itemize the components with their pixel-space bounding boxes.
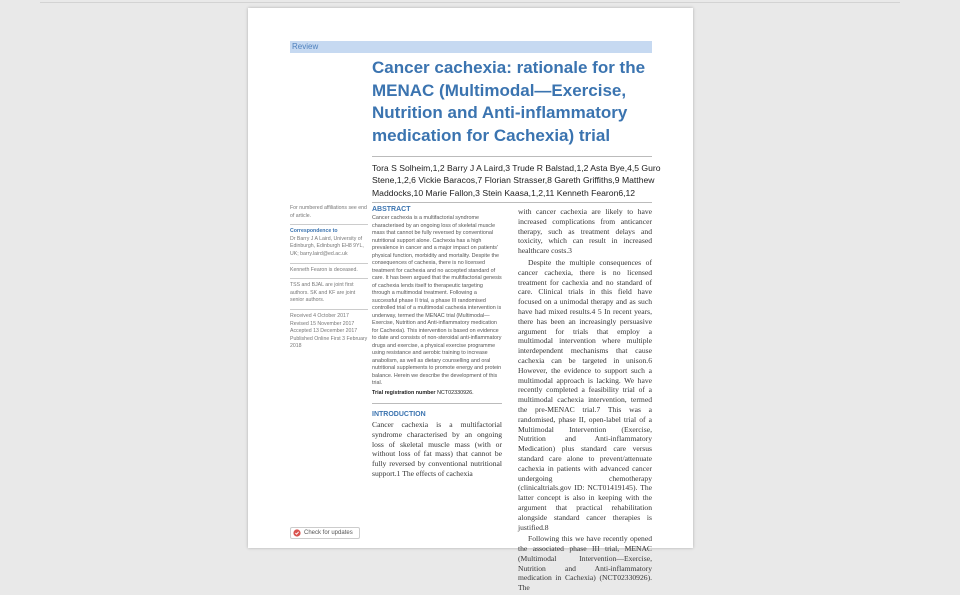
sidebar-divider	[290, 263, 368, 264]
affiliations-note: For numbered affiliations see end of article.	[290, 205, 367, 219]
top-divider	[40, 2, 900, 3]
authors-divider	[372, 202, 652, 203]
abstract-text: Cancer cachexia is a multifactorial syndrome characterised by an ongoing loss of skeletal muscle mass that cannot be fully reversed by conventional nutritional support alone. Cachexia has a high prevalence in cancer and a major impact on patients' physical function, morbidity and mortality. Despite the consequences of cachexia, there is no licensed treatment for cachexia and no accepted standard of care. It has been argued that the multifactorial genesis of cachexia lends itself to therapeutic targeting through a multimodal treatment. Following a successful phase II trial, a phase III randomised controlled trial of a multimodal cachexia intervention is underway, termed the MENAC trial (Multimodal—Exercise, Nutrition and Anti-inflammatory medication for Cachexia). This intervention is based on evidence to date and consists of non-steroidal anti-inflammatory drugs and exercise, a physical exercise programme using resistance and aerobic training to increase anabolism, as well as dietary counselling and oral nutritional supplements to promote energy and protein balance. Herein we describe the development of this trial.	[372, 215, 502, 386]
sidebar-divider	[290, 309, 368, 310]
abstract-column	[372, 205, 502, 479]
category-label: Review	[292, 42, 319, 51]
trial-registration	[372, 390, 502, 398]
abstract-divider	[372, 403, 502, 404]
body-paragraph: Following this we have recently opened the associated phase III trial, MENAC (Multimodal Intervention—Exercise, Nutrition and Anti-inflammatory medication in Cachexia) (NCT02330926). The	[518, 534, 652, 593]
introduction-heading: INTRODUCTION	[372, 411, 426, 418]
author-list: Tora S Solheim,1,2 Barry J A Laird,3 Trude R Balstad,1,2 Asta Bye,4,5 Guro Stene,1,2,6 Vickie Baracos,7 Florian Strasser,8 Gareth Griffiths,9 Matthew Maddocks,10 Marie Fallon,3 Stein Kaasa,1,2,11 Kenneth Fearon6,12	[372, 163, 661, 198]
correspondence-text: Dr Barry J A Laird, University of Edinburgh, Edinburgh EH8 9YL, UK; barry.laird@ed.ac.uk	[290, 235, 364, 257]
trial-registration-number: NCT02330926.	[437, 389, 474, 396]
correspondence-heading: Correspondence to	[290, 228, 338, 235]
check-updates-label: Check for updates	[304, 530, 353, 536]
abstract-heading: ABSTRACT	[372, 206, 411, 213]
introduction-text: Cancer cachexia is a multifactorial syndrome characterised by an ongoing loss of skeletal muscle mass (with or without loss of fat mass) that cannot be fully reversed by conventional nutritional support.1 The effects of cachexia	[372, 420, 502, 478]
article-title: Cancer cachexia: rationale for the MENAC (Multimodal—Exercise, Nutrition and Anti-inflammatory medication for Cachexia) trial	[372, 58, 646, 145]
title-divider	[372, 156, 652, 157]
dates-note: Received 4 October 2017 Revised 15 November 2017 Accepted 13 December 2017 Published Online First 3 February 2018	[290, 312, 368, 350]
check-updates-icon	[293, 529, 301, 537]
check-for-updates-button[interactable]	[290, 527, 360, 539]
sidebar-divider	[290, 278, 368, 279]
article-page	[248, 8, 693, 593]
body-paragraph: Despite the multiple consequences of cancer cachexia, there is no licensed treatment for cachexia and no standard of care. Clinical trials in this field have focused on a unimodal therapy and as such have had mixed results.4 5 In recent years, there has been an increasingly persuasive argument for trials that employ a multimodal intervention where multiple interdependent mechanisms that cause cachexia can be targeted in unison.6 However, the evidence to support such a multimodal approach is lacking. We have recently completed a feasibility trial of a multimodal cachexia intervention, termed the pre-MENAC trial.7 This was a randomised, phase II, open-label trial of a Multimodal Intervention (Exercise, Nutrition and Anti-inflammatory Medication) plus standard care versus standard care alone to prevent/attenuate cachexia in patients with advanced cancer undergoing chemotherapy (clinicaltrials.gov ID: NCT01419145). The latter concept is also in keeping with the argument that practical rehabilitation alongside standard cancer therapies is justified.8	[518, 257, 652, 532]
deceased-note: Kenneth Fearon is deceased.	[290, 266, 358, 273]
sidebar-divider	[290, 224, 368, 225]
contributors-note: TSS and BJAL are joint first authors. SK and KF are joint senior authors.	[290, 282, 356, 304]
category-band	[290, 41, 652, 53]
body-paragraph: with cancer cachexia are likely to have increased complications from anticancer therapy, such as treatment delays and toxicity, which can result in increased healthcare costs.3	[518, 207, 652, 256]
trial-registration-label: Trial registration number	[372, 389, 436, 396]
body-column	[518, 207, 652, 595]
article-sidebar	[290, 205, 368, 355]
